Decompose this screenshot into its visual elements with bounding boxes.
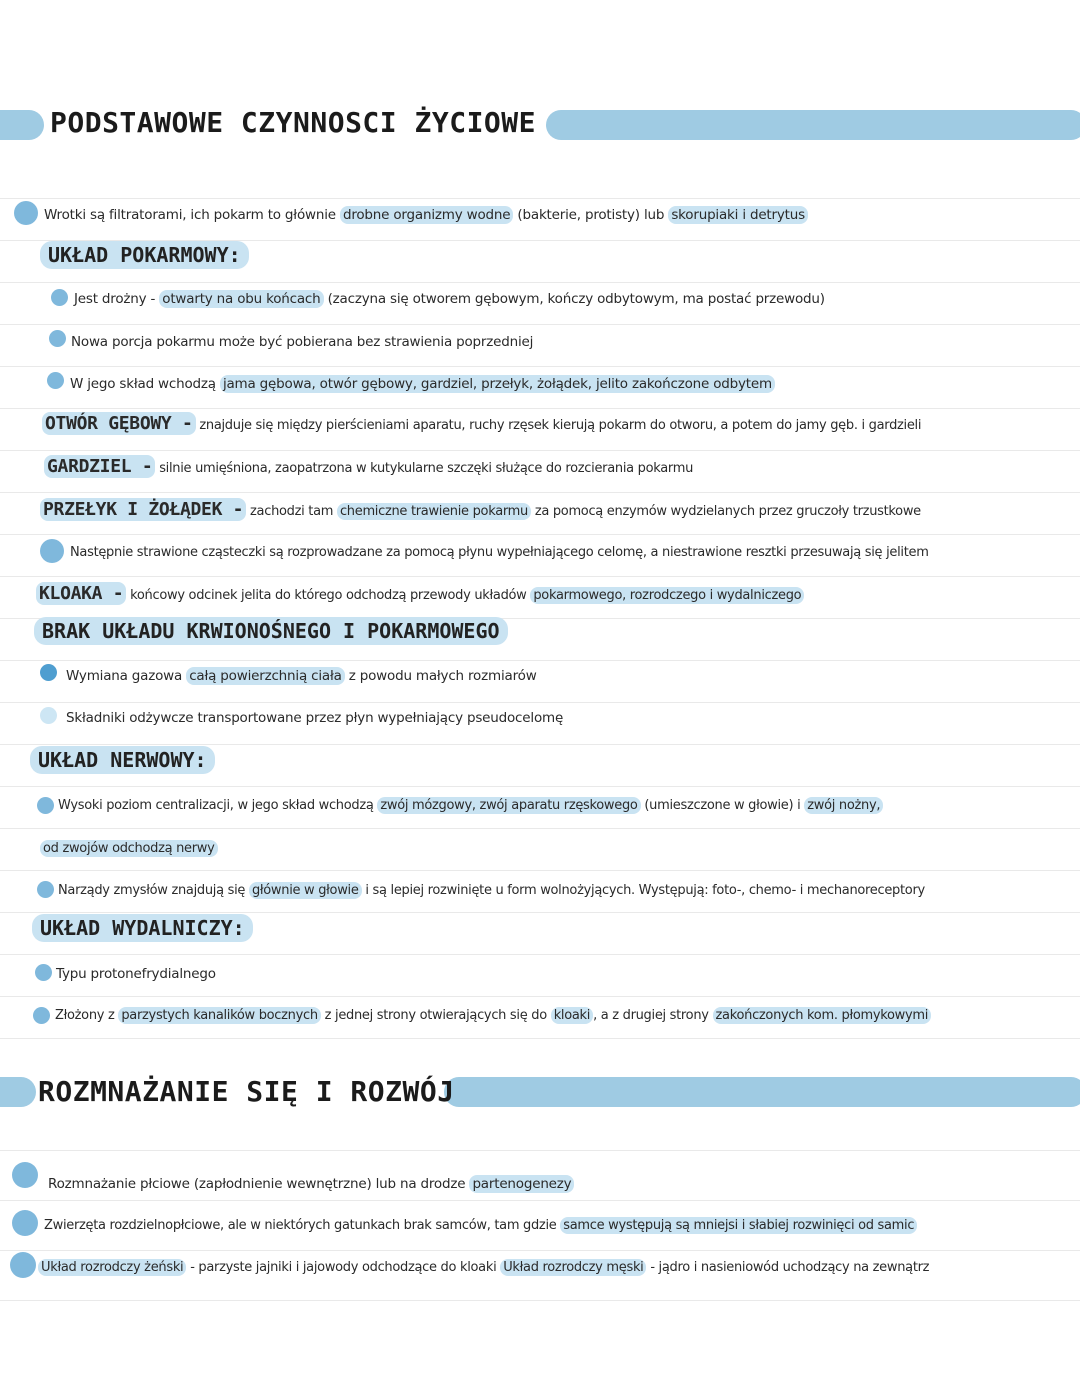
wydalniczy-line-1: Typu protonefrydialnego — [56, 966, 216, 982]
bullet-dot — [12, 1210, 38, 1236]
ruled-line — [0, 282, 1080, 283]
ruled-line — [0, 744, 1080, 745]
bullet-dot — [40, 539, 64, 563]
bullet-dot — [37, 881, 54, 898]
bullet-dot — [12, 1162, 38, 1188]
ruled-line — [0, 576, 1080, 577]
ruled-line — [0, 408, 1080, 409]
rozmnazanie-line-1: Rozmnażanie płciowe (zapłodnienie wewnętrzne) lub na drodze partenogenezy — [48, 1172, 574, 1196]
ruled-line — [0, 996, 1080, 997]
heading-uklad-wydalniczy: UKŁAD WYDALNICZY: — [32, 914, 253, 942]
ruled-line — [0, 1038, 1080, 1039]
wydalniczy-line-2: Złożony z parzystych kanalików bocznych z jednej strony otwierających się do kloaki , a z drugiej strony zakończonych kom. płomykowymi — [55, 1004, 931, 1028]
bullet-dot — [40, 707, 57, 724]
ruled-line — [0, 1250, 1080, 1251]
section-title: ROZMNAŻANIE SIĘ I ROZWÓJ — [38, 1075, 455, 1108]
bullet-dot — [14, 201, 38, 225]
section-title: PODSTAWOWE CZYNNOSCI ŻYCIOWE — [50, 106, 537, 139]
nastepnie-line: Następnie strawione cząsteczki są rozprowadzane za pomocą płynu wypełniającego celomę, a niestrawione resztki przesuwają się jelitem — [70, 545, 929, 560]
ruled-line — [0, 660, 1080, 661]
heading-brak-ukladu: BRAK UKŁADU KRWIONOŚNEGO I POKARMOWEGO — [34, 617, 508, 645]
ruled-line — [0, 324, 1080, 325]
otwor-gebowy-line: OTWÓR GĘBOWY - znajduje się między pierścieniami aparatu, ruchy rzęsek kierują pokarm do otworu, a potem do jamy gęb. i gardzieli — [42, 412, 921, 438]
bullet-dot — [51, 289, 68, 306]
kloaka-line: KLOAKA - końcowy odcinek jelita do którego odchodzą przewody układów pokarmowego, rozrodczego i wydalniczego — [36, 582, 804, 608]
heading-uklad-nerwowy: UKŁAD NERWOWY: — [30, 746, 215, 774]
bullet-dot — [47, 372, 64, 389]
ruled-line — [0, 1200, 1080, 1201]
brak-line-1: Wymiana gazowa całą powierzchnią ciała z powodu małych rozmiarów — [66, 668, 537, 684]
ruled-line — [0, 954, 1080, 955]
gardziel-line: GARDZIEL - silnie umięśniona, zaopatrzona w kutykularne szczęki służące do rozcierania pokarmu — [44, 455, 693, 481]
ruled-line — [0, 534, 1080, 535]
ruled-line — [0, 828, 1080, 829]
rozmnazanie-line-3: Układ rozrodczy żeński - parzyste jajniki i jajowody odchodzące do kloaki Układ rozrodczy męski - jądro i nasieniowód uchodzący na zewnątrz — [38, 1256, 929, 1280]
rozmnazanie-line-2: Zwierzęta rozdzielnopłciowe, ale w niektórych gatunkach brak samców, tam gdzie samce występują są mniejsi i słabiej rozwinięci od samic — [44, 1214, 917, 1238]
bullet-dot — [40, 664, 57, 681]
ruled-line — [0, 702, 1080, 703]
ruled-line — [0, 450, 1080, 451]
title-band-left — [0, 110, 44, 140]
bullet-dot — [10, 1252, 36, 1278]
ruled-line — [0, 366, 1080, 367]
ruled-line — [0, 1150, 1080, 1151]
pokarmowy-line-3: W jego skład wchodzą jama gębowa, otwór gębowy, gardziel, przełyk, żołądek, jelito zakończone odbytem — [70, 372, 775, 396]
title-band-right — [444, 1077, 1080, 1107]
ruled-line — [0, 198, 1080, 199]
ruled-line — [0, 1300, 1080, 1301]
heading-uklad-pokarmowy: UKŁAD POKARMOWY: — [40, 241, 249, 269]
pokarmowy-line-1: Jest drożny - otwarty na obu końcach (zaczyna się otworem gębowym, kończy odbytowym, ma postać przewodu) — [74, 291, 825, 307]
ruled-line — [0, 870, 1080, 871]
nerwowy-line-1b: od zwojów odchodzą nerwy — [40, 837, 218, 861]
brak-line-2: Składniki odżywcze transportowane przez płyn wypełniający pseudocelomę — [66, 710, 564, 726]
intro-line: Wrotki są filtratorami, ich pokarm to głównie drobne organizmy wodne (bakterie, protisty) lub skorupiaki i detrytus — [44, 203, 808, 227]
przelyk-zoladek-line: PRZEŁYK I ŻOŁĄDEK - zachodzi tam chemiczne trawienie pokarmu za pomocą enzymów wydzielanych przez gruczoły trzustkowe — [40, 498, 921, 524]
title-band-right — [546, 110, 1080, 140]
nerwowy-line-1: Wysoki poziom centralizacji, w jego skład wchodzą zwój mózgowy, zwój aparatu rzęskowego (umieszczone w głowie) i zwój nożny, — [58, 794, 883, 818]
bullet-dot — [33, 1007, 50, 1024]
pokarmowy-line-2: Nowa porcja pokarmu może być pobierana bez strawienia poprzedniej — [71, 334, 534, 350]
bullet-dot — [49, 330, 66, 347]
ruled-line — [0, 786, 1080, 787]
ruled-line — [0, 912, 1080, 913]
bullet-dot — [35, 964, 52, 981]
title-band-left — [0, 1077, 36, 1107]
nerwowy-line-2: Narządy zmysłów znajdują się głównie w głowie i są lepiej rozwinięte u form wolnożyjących. Występują: foto-, chemo- i mechanoreceptory — [58, 883, 925, 898]
ruled-line — [0, 492, 1080, 493]
bullet-dot — [37, 797, 54, 814]
